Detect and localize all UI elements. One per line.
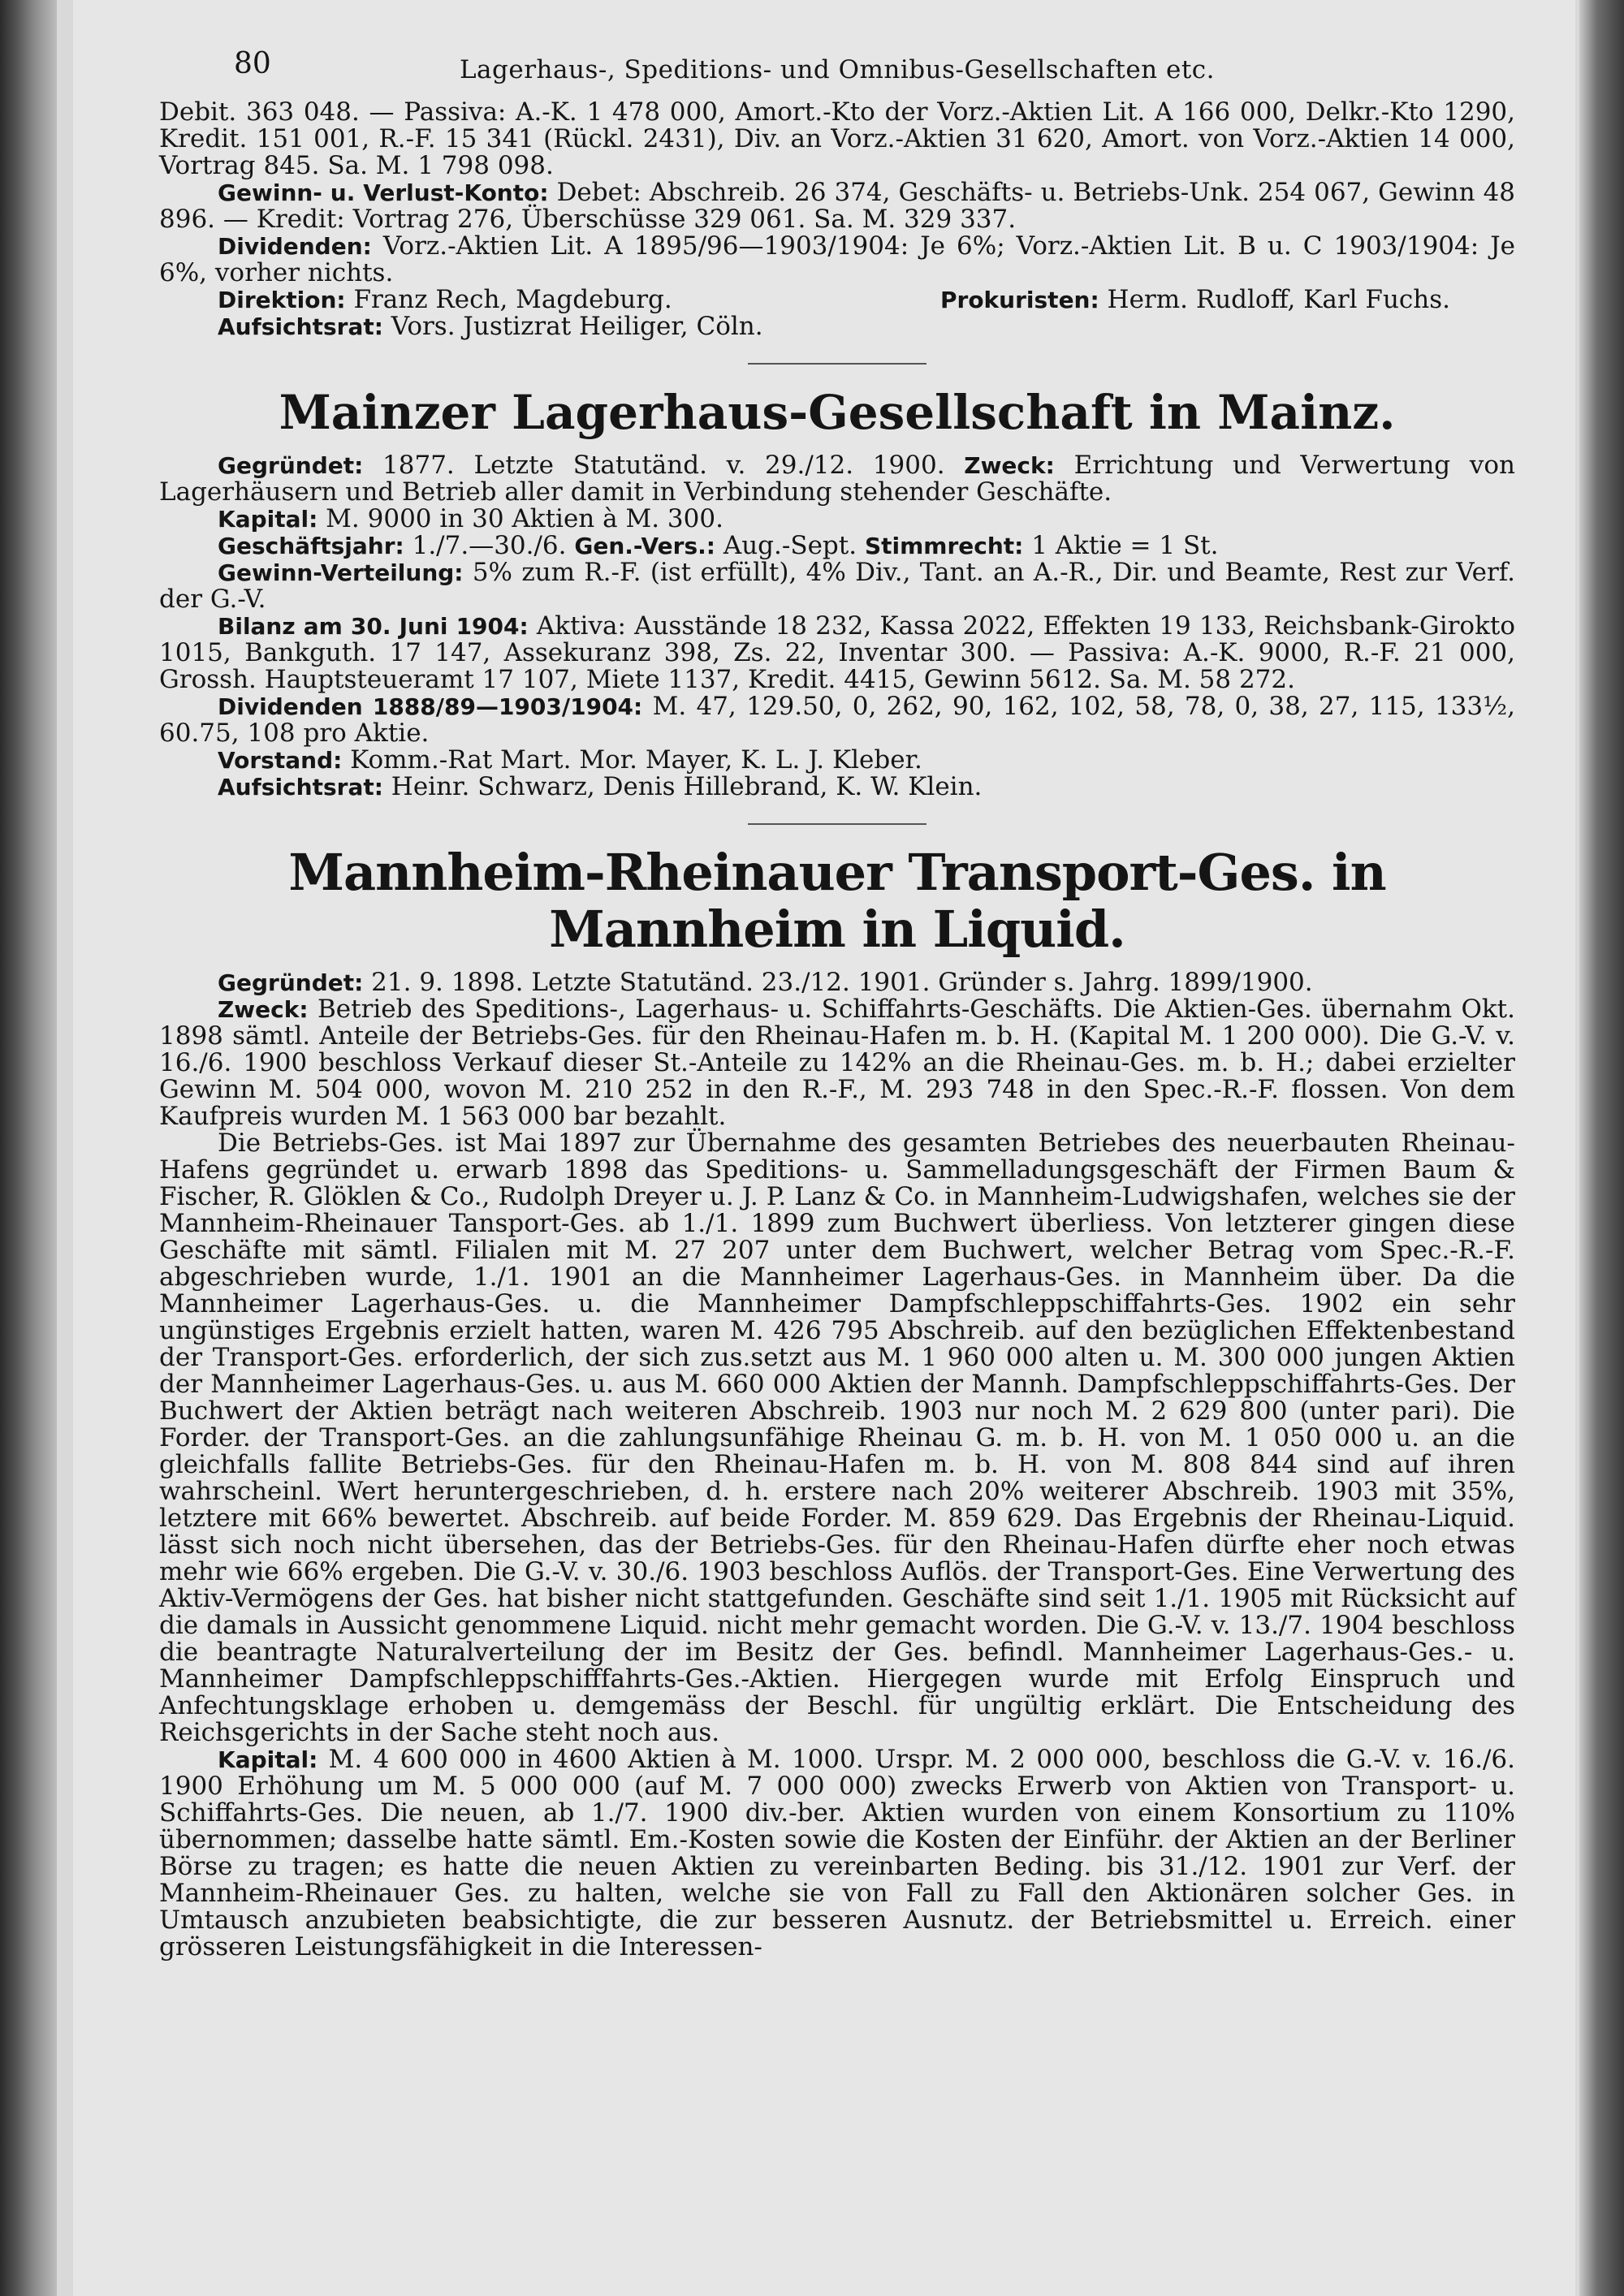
dividenden-label: Dividenden: — [218, 233, 372, 260]
zweck-text: Betrieb des Speditions-, Lagerhaus- u. Schiffahrts-Geschäfts. Die Aktien-Ges. übernahm Okt. 1898 sämtl. Anteile der Betriebs-Ges. für den Rheinau-Hafen m. b. H. (Kapital M. 1 200 000). Die G.-V. v. 16./6. 1900 beschloss Verkauf dieser St.-Anteile zu 142% an die Rheinau-Ges. m. b. H.; dabei erzielter Gewinn M. 504 000, wovon M. 210 252 in den R.-F., M. 293 748 in den Spec.-R.-F. flossen. Von dem Kaufpreis wurden M. 1 563 000 bar bezahlt. — [159, 995, 1515, 1131]
gv-konto-text: Debet: Abschreib. 26 374, Geschäfts- u. Betriebs-Unk. 254 067, Gewinn 48 896. — Kredit: Vortrag 276, Überschüsse 329 061. Sa. M. 329 337. — [159, 178, 1516, 234]
direktion-group — [159, 287, 672, 313]
bilanz-label: Bilanz am 30. Juni 1904: — [218, 613, 529, 640]
dividenden-text: M. 47, 129.50, 0, 262, 90, 162, 102, 58, 78, 0, 38, 27, 115, 133½, 60.75, 108 pro Aktie. — [159, 692, 1516, 748]
stimmrecht-label: Stimmrecht: — [864, 533, 1024, 559]
dividenden-text: Vorz.-Aktien Lit. A 1895/96—1903/1904: Je 6%; Vorz.-Aktien Lit. B u. C 1903/1904: Je 6%, vorher nichts. — [159, 231, 1515, 287]
bilanz-text: Aktiva: Ausstände 18 232, Kassa 2022, Effekten 19 133, Reichsbank-Girokto 1015, Bankguth. 17 147, Assekuranz 398, Zs. 22, Inventar 300. — Passiva: A.-K. 9000, R.-F. 21 000, Grossh. Hauptsteueramt 17 107, Miete 1137, Kredit. 4415, Gewinn 5612. Sa. M. 58 272. — [159, 611, 1515, 694]
mainz-entry — [159, 384, 1515, 801]
page-number: 80 — [234, 47, 271, 80]
prokuristen-text: Herm. Rudloff, Karl Fuchs. — [1107, 285, 1450, 314]
geschaeftsjahr-label: Geschäftsjahr: — [218, 533, 404, 559]
mainz-title: Mainzer Lagerhaus-Gesellschaft in Mainz. — [279, 385, 1396, 440]
mainz-aufsichtsrat-paragraph — [159, 774, 1515, 801]
running-title: Lagerhaus-, Speditions- und Omnibus-Gesellschaften etc. — [459, 55, 1216, 84]
book-binding-shadow — [0, 0, 57, 2296]
page-edge-shadow — [1579, 0, 1624, 2296]
gewinn-verteilung-text: 5% zum R.-F. (ist erfüllt), 4% Div., Tant. an A.-R., Dir. und Beamte, Rest zur Verf. der G.-V. — [159, 558, 1515, 614]
kapital-text: M. 9000 in 30 Aktien à M. 300. — [326, 504, 723, 533]
kapital-label: Kapital: — [218, 1746, 318, 1773]
vorstand-label: Vorstand: — [218, 747, 343, 774]
mannheim-zweck-paragraph — [159, 996, 1515, 1130]
gegruendet-label: Gegründet: — [218, 969, 364, 996]
direktion-text: Franz Rech, Magdeburg. — [353, 285, 672, 314]
aufsichtsrat-label: Aufsichtsrat: — [218, 774, 383, 801]
mainz-geschaeftsjahr-paragraph — [159, 533, 1515, 559]
dividenden-paragraph — [159, 233, 1515, 287]
section-divider — [748, 823, 926, 825]
prokuristen-group — [882, 287, 1450, 313]
mainz-verteilung-paragraph — [159, 559, 1515, 613]
mainz-bilanz-paragraph — [159, 613, 1515, 693]
gv-konto-label: Gewinn- u. Verlust-Konto: — [218, 179, 549, 206]
kapital-text: M. 4 600 000 in 4600 Aktien à M. 1000. Urspr. M. 2 000 000, beschloss die G.-V. v. 16./6. 1900 Erhöhung um M. 5 000 000 (auf M. 7 000 000) zwecks Erwerb von Aktien von Transport- u. Schiffahrts-Ges. Die neuen, ab 1./7. 1900 div.-ber. Aktien wurden von einem Konsortium zu 110% übernommen; dasselbe hatte sämtl. Em.-Kosten sowie die Kosten der Einführ. der Aktien an der Berliner Börse zu tragen; es hatte die neuen Aktien zu vereinbarten Beding. bis 31./12. 1901 zur Verf. der Mannheim-Rheinauer Ges. zu halten, welche sie von Fall zu Fall den Aktionären solcher Ges. in Umtausch anzubieten beabsichtigte, die zur besseren Ausnutz. der Betriebsmittel u. Erreich. einer grösseren Leistungsfähigkeit in die Interessen- — [159, 1745, 1515, 1962]
mainz-gegruendet-paragraph — [159, 452, 1515, 506]
mannheim-kapital-paragraph — [159, 1746, 1515, 1961]
direktion-row — [159, 287, 1515, 313]
direktion-label: Direktion: — [218, 287, 346, 313]
zweck-text: Errichtung und Verwertung von Lagerhäusern und Betrieb aller damit in Verbindung stehender Geschäfte. — [159, 451, 1515, 507]
dividenden-label: Dividenden 1888/89—1903/1904: — [218, 693, 643, 720]
aufsichtsrat-text: Heinr. Schwarz, Denis Hillebrand, K. W. Klein. — [391, 772, 983, 801]
mainz-kapital-paragraph — [159, 506, 1515, 533]
previous-entry — [159, 99, 1515, 340]
gewinn-verteilung-label: Gewinn-Verteilung: — [218, 559, 464, 586]
vorstand-text: Komm.-Rat Mart. Mor. Mayer, K. L. J. Kleber. — [350, 745, 922, 775]
zweck-label: Zweck: — [964, 452, 1055, 479]
mannheim-body-paragraph: Die Betriebs-Ges. ist Mai 1897 zur Übernahme des gesamten Betriebes des neuerbauten Rheinau-Hafens gegründet u. erwarb 1898 das Speditions- u. Sammelladungsgeschäft der Firmen Baum & Fischer, R. Glöklen & Co., Rudolph Dreyer u. J. P. Lanz & Co. in Mannheim-Ludwigshafen, welches sie der Mannheim-Rheinauer Tansport-Ges. ab 1./1. 1899 zum Buchwert überliess. Von letzterer gingen diese Geschäfte mit sämtl. Filialen mit M. 27 207 unter dem Buchwert, welcher Betrag vom Spec.-R.-F. abgeschrieben wurde, 1./1. 1901 an die Mannheimer Lagerhaus-Ges. in Mannheim über. Da die Mannheimer Lagerhaus-Ges. u. die Mannheimer Dampfschleppschiffahrts-Ges. 1902 ein sehr ungünstiges Ergebnis erzielt hatten, waren M. 426 795 Abschreib. auf den bezüglichen Effektenbestand der Transport-Ges. erforderlich, der sich zus.setzt aus M. 1 960 000 alten u. M. 300 000 jungen Aktien der Mannheimer Lagerhaus-Ges. u. aus M. 660 000 Aktien der Mannh. Dampfschleppschiffahrts-Ges. Der Buchwert der Aktien beträgt nach weiteren Abschreib. 1903 nur noch M. 2 629 800 (unter pari). Die Forder. der Transport-Ges. an die zahlungsunfähige Rheinau G. m. b. H. von M. 1 050 000 u. an die gleichfalls fallite Betriebs-Ges. für den Rheinau-Hafen m. b. H. von M. 808 844 sind auf ihren wahrscheinl. Wert heruntergeschrieben, d. h. erstere nach 20% weiterer Abschreib. 1903 mit 35%, letztere mit 66% bewertet. Abschreib. auf beide Forder. M. 859 629. Das Ergebnis der Rheinau-Liquid. lässt sich noch nicht übersehen, das der Betriebs-Ges. für den Rheinau-Hafen dürfte eher noch etwas mehr wie 66% ergeben. Die G.-V. v. 30./6. 1903 beschloss Auflös. der Transport-Ges. Eine Verwertung des Aktiv-Vermögens der Ges. hat bisher nicht stattgefunden. Geschäfte sind seit 1./1. 1905 mit Rücksicht auf die damals in Aussicht genommene Liquid. nicht mehr gemacht worden. Die G.-V. v. 13./7. 1904 beschloss die beantragte Naturalverteilung der im Besitz der Ges. befindl. Mannheimer Lagerhaus-Ges.- u. Mannheimer Dampfschleppschifffahrts-Ges.-Aktien. Hiergegen wurde mit Erfolg Einspruch und Anfechtungsklage erhoben u. demgemäss der Beschl. für ungültig erklärt. Die Entscheidung des Reichsgerichts in der Sache steht noch aus. — [159, 1129, 1515, 1747]
mainz-dividenden-paragraph — [159, 693, 1515, 747]
zweck-label: Zweck: — [218, 996, 309, 1023]
aufsichtsrat-label: Aufsichtsrat: — [218, 313, 383, 340]
mannheim-entry — [159, 844, 1515, 1961]
aufsichtsrat-paragraph — [159, 313, 1515, 340]
geschaeftsjahr-text: 1./7.—30./6. — [412, 531, 567, 560]
gegruendet-text: 1877. Letzte Statutänd. v. 29./12. 1900. — [382, 451, 945, 480]
page-content — [159, 47, 1516, 1962]
gen-vers-label: Gen.-Vers.: — [574, 533, 715, 559]
gv-konto-paragraph — [159, 179, 1515, 233]
gen-vers-text: Aug.-Sept. — [723, 531, 857, 560]
kapital-label: Kapital: — [218, 506, 318, 533]
mainz-vorstand-paragraph — [159, 747, 1515, 774]
stimmrecht-text: 1 Aktie = 1 St. — [1031, 531, 1219, 560]
mannheim-title: Mannheim-Rheinauer Transport-Ges. in Mannheim in Liquid. — [288, 843, 1386, 959]
aufsichtsrat-text: Vors. Justizrat Heiliger, Cöln. — [391, 312, 763, 341]
gegruendet-text: 21. 9. 1898. Letzte Statutänd. 23./12. 1901. Gründer s. Jahrg. 1899/1900. — [371, 968, 1313, 997]
mannheim-gegruendet-paragraph — [159, 969, 1515, 996]
running-head — [159, 47, 1515, 99]
passiva-paragraph: Debit. 363 048. — Passiva: A.-K. 1 478 000, Amort.-Kto der Vorz.-Aktien Lit. A 166 000, Delkr.-Kto 1290, Kredit. 151 001, R.-F. 15 341 (Rückl. 2431), Div. an Vorz.-Aktien 31 620, Amort. von Vorz.-Aktien 14 000, Vortrag 845. Sa. M. 1 798 098. — [159, 97, 1515, 180]
gegruendet-label: Gegründet: — [218, 452, 364, 479]
prokuristen-label: Prokuristen: — [939, 287, 1099, 313]
section-divider — [748, 363, 926, 365]
